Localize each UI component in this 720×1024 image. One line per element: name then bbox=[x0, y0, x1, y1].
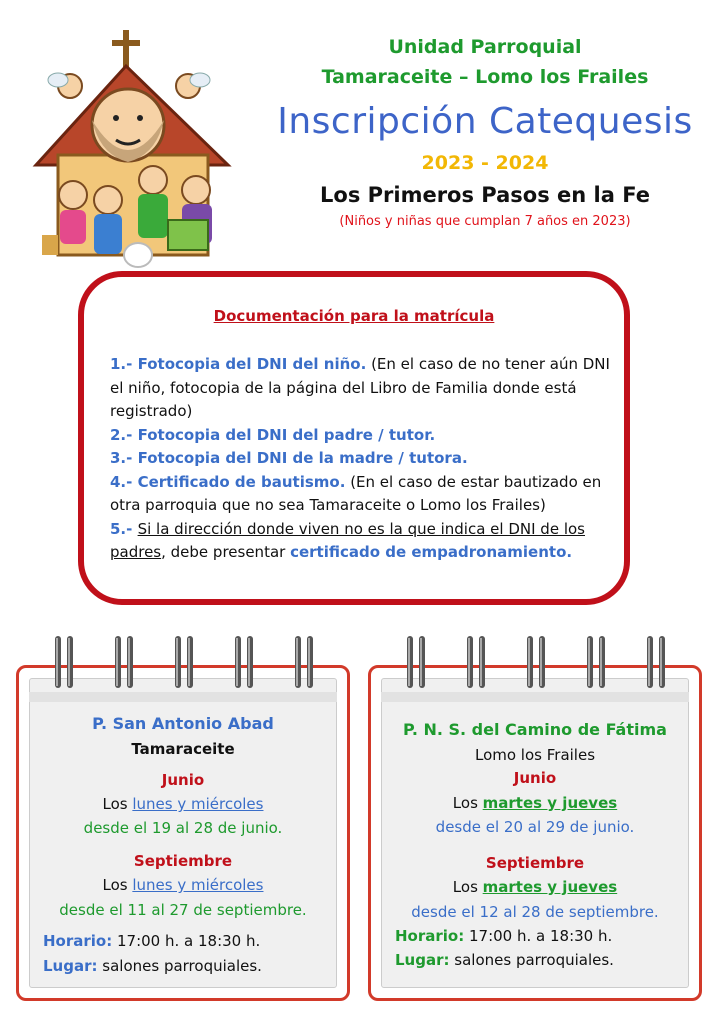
doc-item-4 bbox=[110, 471, 620, 518]
binder-ring-icon bbox=[465, 634, 487, 690]
doc-item-3: 3.- Fotocopia del DNI de la madre / tutora. bbox=[110, 449, 468, 467]
binder-ring-icon bbox=[113, 634, 135, 690]
doc-item-1-label: 1.- Fotocopia del DNI del niño. bbox=[110, 355, 367, 373]
doc-item-4-text: (En el caso de estar bautizado en otra parroquia que no sea Tamaraceite o Lomo los Frailes) bbox=[110, 472, 602, 514]
horario-value: 17:00 h. a 18:30 h. bbox=[112, 932, 261, 950]
month-june: Junio bbox=[161, 771, 205, 789]
card-strip bbox=[381, 692, 689, 702]
binder-ring-icon bbox=[53, 634, 75, 690]
june-days bbox=[19, 795, 347, 813]
documentation-box bbox=[78, 271, 630, 605]
doc-item-5-num: 5.- bbox=[110, 519, 138, 538]
parish-name: P. San Antonio Abad bbox=[92, 714, 274, 733]
month-june: Junio bbox=[513, 769, 557, 787]
days-label: lunes y miércoles bbox=[132, 795, 264, 813]
doc-item-5 bbox=[110, 518, 620, 565]
doc-item-5-highlight: certificado de empadronamiento bbox=[290, 543, 567, 561]
doc-item-4-label: 4.- Certificado de bautismo. bbox=[110, 472, 346, 491]
june-dates: desde el 20 al 29 de junio. bbox=[435, 818, 635, 836]
days-label: lunes y miércoles bbox=[132, 876, 264, 894]
lugar-line bbox=[43, 957, 262, 975]
september-days bbox=[371, 878, 699, 896]
days-prefix: Los bbox=[102, 795, 133, 813]
lugar-value: salones parroquiales. bbox=[449, 951, 614, 969]
parish-name: P. N. S. del Camino de Fátima bbox=[403, 720, 667, 739]
page-title: Inscripción Catequesis bbox=[277, 101, 693, 142]
june-dates: desde el 19 al 28 de junio. bbox=[83, 819, 283, 837]
documentation-list bbox=[110, 353, 620, 565]
horario-label: Horario: bbox=[395, 927, 465, 945]
card-strip bbox=[29, 692, 337, 702]
age-note: (Niños y niñas que cumplan 7 años en 2023) bbox=[339, 214, 631, 229]
days-label: martes y jueves bbox=[482, 878, 618, 896]
horario-label: Horario: bbox=[43, 932, 113, 950]
days-prefix: Los bbox=[102, 876, 133, 894]
days-label: martes y jueves bbox=[482, 794, 618, 812]
september-dates: desde el 11 al 27 de septiembre. bbox=[59, 901, 307, 919]
area-heading: Tamaraceite – Lomo los Frailes bbox=[321, 66, 649, 88]
catechesis-illustration bbox=[28, 30, 238, 268]
binder-ring-icon bbox=[645, 634, 667, 690]
lugar-label: Lugar: bbox=[395, 951, 450, 969]
documentation-title: Documentación para la matrícula bbox=[213, 307, 495, 325]
binder-ring-icon bbox=[293, 634, 315, 690]
subtitle: Los Primeros Pasos en la Fe bbox=[320, 183, 650, 207]
parish-place: Tamaraceite bbox=[131, 740, 235, 758]
doc-item-2: 2.- Fotocopia del DNI del padre / tutor. bbox=[110, 425, 436, 444]
parish-place: Lomo los Frailes bbox=[474, 746, 596, 764]
unit-heading: Unidad Parroquial bbox=[388, 36, 582, 58]
lugar-line bbox=[395, 951, 614, 969]
month-september: Septiembre bbox=[485, 854, 585, 872]
doc-item-5-end: . bbox=[566, 543, 573, 561]
schedule-card-tamaraceite bbox=[16, 665, 350, 1001]
september-days bbox=[19, 876, 347, 894]
lugar-label: Lugar: bbox=[43, 957, 98, 975]
doc-item-5-underlined: Si la dirección donde viven no es la que indica el DNI de los padres bbox=[110, 519, 585, 561]
binder-ring-icon bbox=[233, 634, 255, 690]
doc-item-1 bbox=[110, 353, 620, 424]
days-prefix: Los bbox=[452, 878, 483, 896]
binder-ring-icon bbox=[525, 634, 547, 690]
horario-value: 17:00 h. a 18:30 h. bbox=[464, 927, 613, 945]
schedule-card-lomo-los-frailes bbox=[368, 665, 702, 1001]
month-september: Septiembre bbox=[133, 852, 233, 870]
binder-ring-icon bbox=[585, 634, 607, 690]
binder-ring-icon bbox=[173, 634, 195, 690]
doc-item-5-mid: , debe presentar bbox=[161, 543, 291, 561]
binder-ring-icon bbox=[405, 634, 427, 690]
horario-line bbox=[43, 932, 260, 950]
june-days bbox=[371, 794, 699, 812]
years-label: 2023 - 2024 bbox=[421, 152, 549, 174]
lugar-value: salones parroquiales. bbox=[97, 957, 262, 975]
horario-line bbox=[395, 927, 612, 945]
days-prefix: Los bbox=[452, 794, 483, 812]
september-dates: desde el 12 al 28 de septiembre. bbox=[411, 903, 659, 921]
doc-item-1-text: (En el caso de no tener aún DNI el niño, fotocopia de la página del Libro de Familia donde está registrado) bbox=[110, 355, 610, 420]
